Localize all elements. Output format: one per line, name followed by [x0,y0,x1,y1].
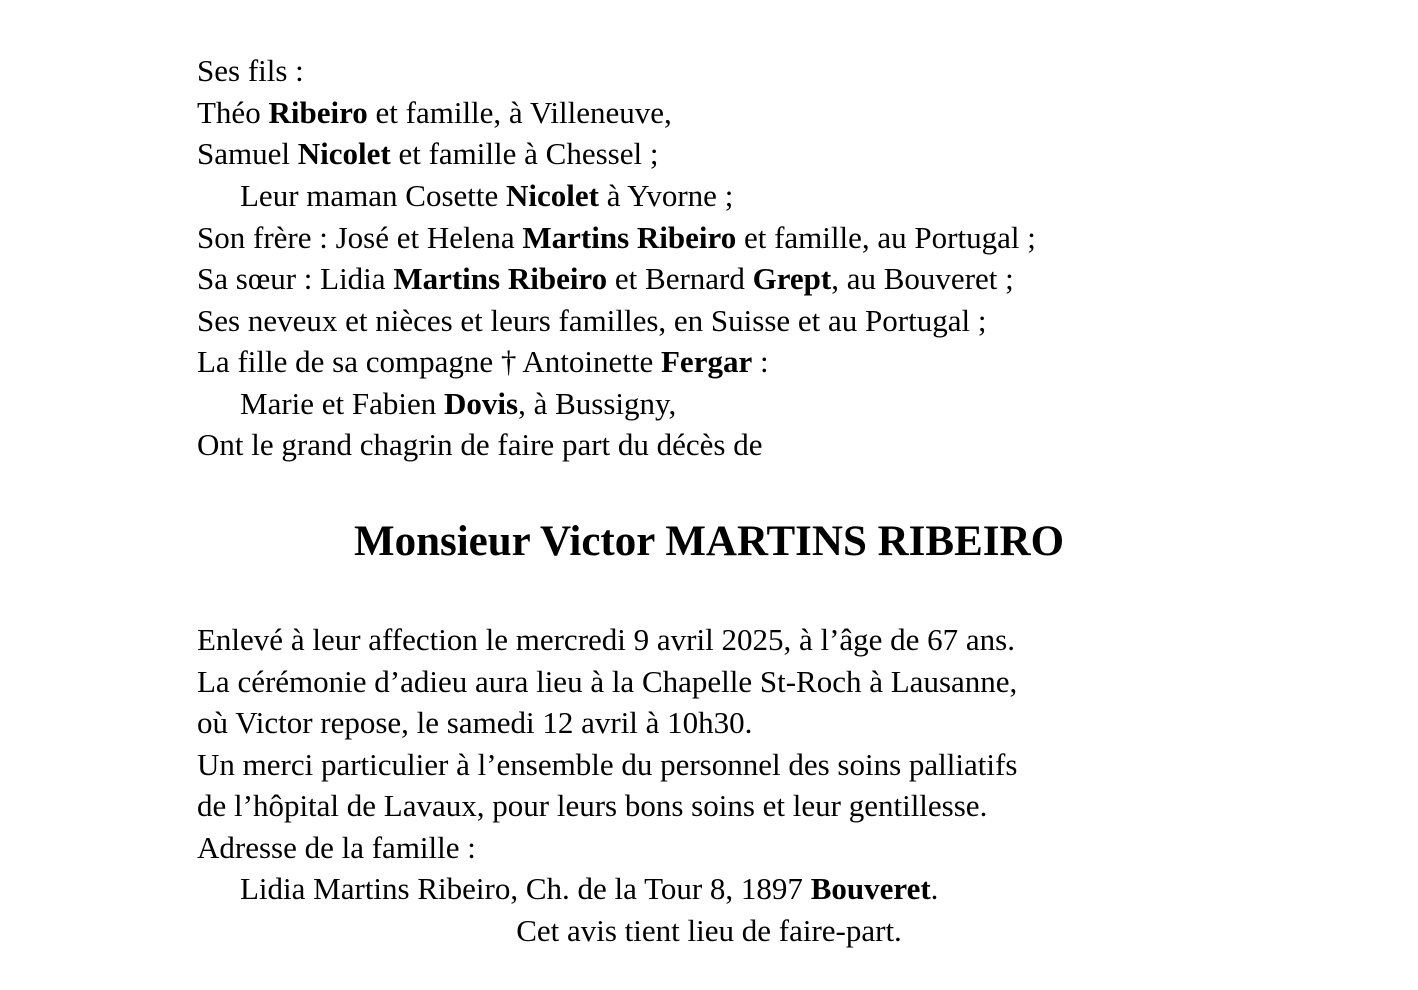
text: et famille à Chessel ; [390,136,659,171]
family-line-companion-daughter [197,344,769,380]
text: et Bernard [607,261,753,296]
family-line-cosette [240,178,733,214]
text: où Victor repose, le samedi 12 avril à 10h30. [197,705,753,740]
text: Ses fils : [197,53,304,88]
text: , au Bouveret ; [831,261,1014,296]
family-line-nephews [197,303,986,339]
text: et famille, au Portugal ; [736,220,1036,255]
details-line-address-heading [197,830,476,866]
text: La fille de sa compagne † Antoinette [197,344,661,379]
text: Samuel [197,136,298,171]
city: Bouveret [810,871,931,906]
closing-note: Cet avis tient lieu de faire-part. [516,913,902,948]
details-line-thanks-cont [197,788,987,824]
text: Un merci particulier à l’ensemble du personnel des soins palliatifs [197,747,1018,782]
surname: Dovis [444,386,519,421]
details-line-date [197,705,752,741]
details-line-ceremony [197,664,1017,700]
text: Enlevé à leur affection le mercredi 9 avril 2025, à l’âge de 67 ans. [197,622,1015,657]
text: et famille, à Villeneuve, [367,95,672,130]
text: Théo [197,95,269,130]
text: , à Bussigny, [518,386,677,421]
details-line-thanks [197,747,1017,783]
text: : [752,344,769,379]
family-line-samuel [197,136,658,172]
surname: Martins Ribeiro [522,220,737,255]
details-line-address [240,871,938,907]
family-line-brother [197,220,1036,256]
deceased-name: Monsieur Victor MARTINS RIBEIRO [353,518,1065,565]
text: à Yvorne ; [598,178,734,213]
surname: Nicolet [297,136,391,171]
family-line-sister [197,261,1014,297]
details-line-death [197,622,1015,658]
text: Marie et Fabien [240,386,445,421]
text: La cérémonie d’adieu aura lieu à la Chapelle St-Roch à Lausanne, [197,664,1018,699]
surname: Ribeiro [268,95,368,130]
text: Adresse de la famille : [197,830,476,865]
surname: Fergar [661,344,753,379]
family-line-marie [240,386,676,422]
surname: Nicolet [506,178,599,213]
family-line-sons-heading [197,53,304,89]
surname: Grept [752,261,832,296]
surname: Martins Ribeiro [393,261,608,296]
text: Son frère : José et Helena [197,220,523,255]
announcement-line [197,427,763,463]
text: Ont le grand chagrin de faire part du décès de [197,427,763,462]
text: Ses neveux et nièces et leurs familles, en Suisse et au Portugal ; [197,303,987,338]
text: Leur maman Cosette [240,178,506,213]
text: de l’hôpital de Lavaux, pour leurs bons soins et leur gentillesse. [197,788,988,823]
text: Sa sœur : Lidia [197,261,394,296]
family-line-theo [197,95,672,131]
text: . [930,871,939,906]
text: Lidia Martins Ribeiro, Ch. de la Tour 8, 1897 [240,871,811,906]
